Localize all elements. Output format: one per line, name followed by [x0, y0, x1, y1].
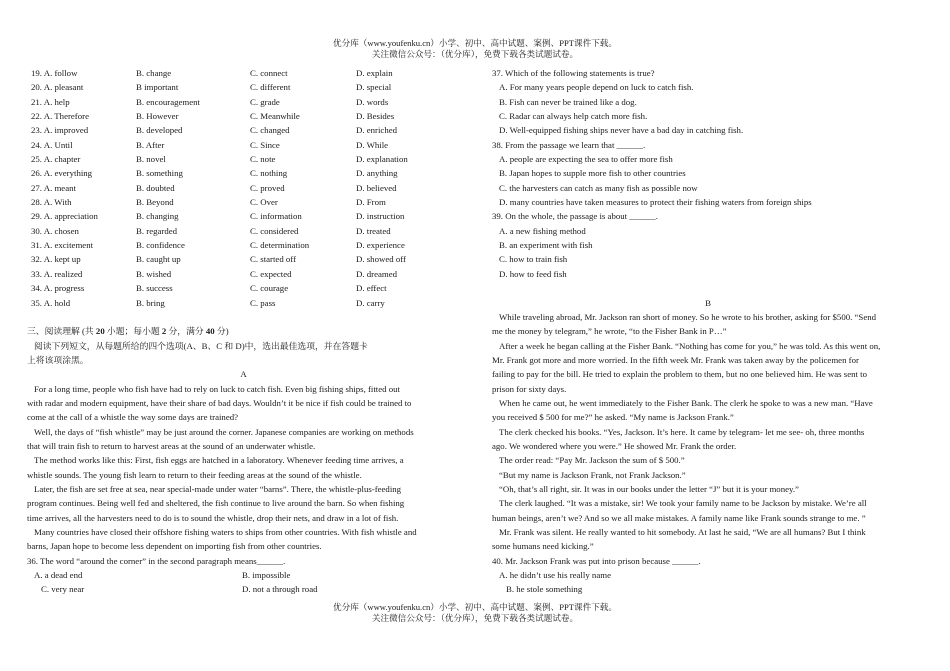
cloze-option: 23. A. improved — [31, 125, 89, 136]
passage-a-line: The method works like this: First, fish eggs are hatched in a laboratory. Whenever feeding time arrives, a — [34, 455, 404, 466]
passage-b-line: you received $ 500 for me?” he asked. “My name is Jackson Frank.” — [492, 412, 734, 423]
passage-a-line: time arrives, all the harvesters need to do is to sound the whistle, drop their nets, and draw in a lot of fish. — [27, 512, 399, 523]
passage-b-line: Mr. Frank was silent. He really wanted to hit somebody. At last he said, “We are all humans? But I think — [499, 527, 866, 537]
cloze-option: C. information — [250, 211, 302, 222]
cloze-option: C. considered — [250, 225, 299, 236]
question-37-option-a: A. For many years people depend on luck to catch fish. — [499, 82, 694, 93]
cloze-option: B. developed — [136, 125, 183, 136]
cloze-option: 30. A. chosen — [31, 225, 79, 236]
question-38-option-c: C. the harvesters can catch as many fish as possible now — [499, 182, 698, 193]
left-column — [27, 66, 460, 597]
cloze-option: D. Besides — [356, 111, 395, 122]
cloze-row — [27, 209, 460, 223]
cloze-option: C. note — [250, 154, 276, 165]
cloze-options-table — [27, 66, 460, 310]
cloze-option: D. treated — [356, 225, 391, 236]
passage-a-line: whistle sounds. The young fish learn to return to their feeding areas at the sound of the whistle. — [27, 469, 362, 480]
question-39-option-a: A. a new fishing method — [499, 225, 586, 236]
cloze-option: C. determination — [250, 240, 310, 251]
question-37-option-c: C. Radar can always help catch more fish. — [499, 111, 648, 122]
cloze-row — [27, 80, 460, 94]
question-38-option-d: D. many countries have taken measures to protect their fishing waters from foreign ships — [499, 197, 812, 208]
cloze-option: B. confidence — [136, 240, 185, 251]
cloze-option: C. grade — [250, 96, 280, 107]
cloze-row — [27, 95, 460, 109]
section-3-instruction-1: 阅读下列短文，从每题所给的四个选项(A、B、C 和 D)中，选出最佳选项，并在答题卡 — [34, 340, 368, 351]
cloze-row — [27, 281, 460, 295]
cloze-option: C. Over — [250, 197, 278, 208]
question-39: 39. On the whole, the passage is about ______. — [492, 211, 658, 222]
passage-b-line: prison for sixty days. — [492, 383, 567, 394]
cloze-option: C. courage — [250, 283, 289, 294]
cloze-option: D. carry — [356, 297, 385, 308]
cloze-option: D. anything — [356, 168, 398, 179]
passage-b-line: “Oh, that’s all right, sir. It was in our books under the letter “J” but it is your money.” — [499, 483, 799, 494]
cloze-row — [27, 152, 460, 166]
cloze-option: B. doubted — [136, 182, 175, 193]
passage-b-line: The clerk checked his books. “Yes, Jackson. It’s here. It came by telegram- let me see- oh, three months — [499, 426, 865, 437]
cloze-option: 31. A. excitement — [31, 240, 94, 251]
cloze-option: 25. A. chapter — [31, 154, 81, 165]
header-line-2: 关注微信公众号：（优分库），免费下载各类试题试卷。 — [371, 49, 579, 59]
passage-b-line: The order read: “Pay Mr. Jackson the sum of $ 500.” — [499, 455, 685, 466]
cloze-option: 35. A. hold — [31, 297, 71, 308]
cloze-option: D. dreamed — [356, 268, 398, 279]
passage-b-line: some humans need kicking.” — [492, 541, 594, 552]
question-38-option-b: B. Japan hopes to supple more fish to other countries — [499, 168, 686, 179]
question-37-option-b: B. Fish can never be trained like a dog. — [499, 96, 637, 107]
cloze-row — [27, 238, 460, 252]
option-d: D. not a through road — [242, 584, 318, 595]
cloze-row — [27, 181, 460, 195]
passage-a-line: Many countries have closed their offshore fishing waters to ships from other countries. With fish whistle and — [34, 527, 417, 537]
question-39-option-b: B. an experiment with fish — [499, 240, 593, 251]
passage-b-line: After a week he began calling at the Fisher Bank. “Nothing has come for you,” he was told. As this went on, — [499, 340, 881, 351]
cloze-option: B. success — [136, 283, 173, 294]
footer-line-2: 关注微信公众号：（优分库），免费下载各类试题试卷。 — [371, 613, 579, 623]
footer-line-1: 优分库（www.youfenku.cn）小学、初中、高中试题、案例、PPT课件下载。 — [333, 602, 617, 612]
cloze-option: B. changing — [136, 211, 179, 222]
passage-a-line: come at the call of a whistle the way some days are trained? — [27, 412, 239, 423]
cloze-option: C. expected — [250, 268, 292, 279]
cloze-row — [27, 195, 460, 209]
passage-a-line: barns, Japan hope to become less dependent on importing fish from other countries. — [27, 541, 322, 552]
cloze-option: C. changed — [250, 125, 290, 136]
cloze-option: 21. A. help — [31, 96, 70, 107]
question-36-options-row-2 — [27, 582, 460, 596]
option-c: C. very near — [41, 584, 85, 595]
question-40: 40. Mr. Jackson Frank was put into prison because ______. — [492, 555, 701, 566]
cloze-option: C. Since — [250, 139, 280, 150]
cloze-option: D. instruction — [356, 211, 405, 222]
cloze-option: C. Meanwhile — [250, 111, 300, 122]
cloze-option: D. words — [356, 96, 389, 107]
cloze-option: D. explanation — [356, 154, 408, 165]
question-37: 37. Which of the following statements is true? — [492, 68, 655, 78]
cloze-option: B. caught up — [136, 254, 181, 265]
passage-b-line: failing to pay for the bill. He tried to explain the problem to them, but no one believed him. He was sent to — [492, 369, 868, 380]
cloze-option: 28. A. With — [31, 197, 72, 208]
question-40-option-b: B. he stole something — [506, 584, 583, 595]
cloze-option: D. From — [356, 197, 386, 208]
cloze-row — [27, 224, 460, 238]
passage-a-text — [27, 382, 460, 554]
cloze-option: 32. A. kept up — [31, 254, 81, 265]
cloze-option: B. regarded — [136, 225, 178, 236]
cloze-option: B. novel — [136, 154, 166, 165]
passage-b-line: When he came out, he went immediately to the Fisher Bank. The clerk he spoke to was a new man. “Have — [499, 397, 873, 408]
cloze-option: 29. A. appreciation — [31, 211, 98, 222]
page-footer — [0, 602, 950, 624]
cloze-option: B. something — [136, 168, 183, 179]
cloze-option: C. different — [250, 82, 291, 93]
page-header — [0, 38, 950, 60]
cloze-option: C. proved — [250, 182, 285, 193]
section-3-instruction-2: 上将该项涂黑。 — [27, 354, 89, 365]
option-b: B. impossible — [242, 570, 291, 581]
section-3-title: 三、阅读理解 (共 20 小题；每小题 2 分，满分 40 分) — [27, 326, 229, 337]
right-column — [492, 66, 924, 597]
passage-a-line: with radar and modern equipment, have their share of bad days. Wouldn’t it be nice if fish could be trained to — [27, 397, 412, 408]
question-36-options-row-1 — [27, 568, 460, 582]
cloze-row — [27, 138, 460, 152]
cloze-row — [27, 267, 460, 281]
cloze-option: 20. A. pleasant — [31, 82, 84, 93]
cloze-option: C. nothing — [250, 168, 288, 179]
cloze-option: B. Beyond — [136, 197, 174, 208]
cloze-option: D. showed off — [356, 254, 406, 265]
cloze-option: B important — [136, 82, 179, 93]
passage-b-line: Mr. Frank got more and more worried. In the fifth week Mr. Frank was taken away by the policemen for — [492, 354, 859, 365]
cloze-row — [27, 123, 460, 137]
cloze-option: C. started off — [250, 254, 297, 265]
question-40-option-a: A. he didn’t use his really name — [499, 570, 611, 581]
cloze-option: D. While — [356, 139, 389, 150]
passage-b-line: “But my name is Jackson Frank, not Frank Jackson.” — [499, 469, 686, 480]
passage-a-label: A — [240, 369, 247, 380]
option-a: A. a dead end — [34, 570, 83, 581]
question-39-option-c: C. how to train fish — [499, 254, 568, 265]
cloze-option: D. believed — [356, 182, 397, 193]
passage-b-line: While traveling abroad, Mr. Jackson ran short of money. So he wrote to his brother, asking for $500. “Send — [499, 311, 877, 322]
header-line-1: 优分库（www.youfenku.cn）小学、初中、高中试题、案例、PPT课件下载。 — [333, 38, 617, 48]
cloze-option: C. connect — [250, 68, 288, 78]
cloze-option: 27. A. meant — [31, 182, 76, 193]
cloze-option: 26. A. everything — [31, 168, 93, 179]
question-38-option-a: A. people are expecting the sea to offer more fish — [499, 154, 673, 165]
cloze-row — [27, 109, 460, 123]
cloze-option: D. experience — [356, 240, 405, 251]
question-36: 36. The word “around the corner” in the second paragraph means______. — [27, 555, 286, 566]
question-38: 38. From the passage we learn that ______. — [492, 139, 646, 150]
cloze-option: C. pass — [250, 297, 276, 308]
passage-b-line: me the money by telegram,” he wrote, “to the Fisher Bank in P…” — [492, 326, 727, 337]
passage-a-line: For a long time, people who fish have had to rely on luck to catch fish. Even big fishing ships, fitted out — [34, 383, 400, 394]
cloze-option: D. effect — [356, 283, 387, 294]
passage-b-text — [492, 310, 924, 554]
question-39-option-d: D. how to feed fish — [499, 268, 567, 279]
passage-b-line: The clerk laughed. “It was a mistake, sir! We took your family name to be Jackson by mistake. We’re all — [499, 498, 867, 509]
passage-b-label: B — [705, 297, 711, 308]
cloze-option: B. change — [136, 68, 172, 78]
passage-b-line: ago. We wondered where you were.” He showed Mr. Frank the order. — [492, 440, 737, 451]
cloze-option: 22. A. Therefore — [31, 111, 89, 122]
passage-a-line: Well, the days of “fish whistle” may be just around the corner. Japanese companies are working on methods — [34, 426, 414, 437]
cloze-option: B. wished — [136, 268, 172, 279]
cloze-option: D. explain — [356, 68, 393, 78]
cloze-row — [27, 66, 460, 80]
passage-a-line: program continues. Being well fed and sheltered, the fish continue to live around the barn. So when fishing — [27, 498, 405, 509]
cloze-option: 34. A. progress — [31, 283, 85, 294]
cloze-option: B. encouragement — [136, 96, 200, 107]
passage-a-line: Later, the fish are set free at sea, near special-made under water “barns”. There, the whistle-plus-feeding — [34, 483, 402, 494]
cloze-row — [27, 296, 460, 310]
question-37-option-d: D. Well-equipped fishing ships never have a bad day in catching fish. — [499, 125, 744, 136]
cloze-option: 24. A. Until — [31, 139, 73, 150]
passage-a-line: that will train fish to return to harvest areas at the sound of an underwater whistle. — [27, 440, 316, 451]
cloze-option: B. However — [136, 111, 179, 122]
passage-b-line: human beings, aren’t we? And so we all make mistakes. A family name like Frank sounds strange to me. ” — [492, 512, 866, 523]
cloze-option: B. bring — [136, 297, 165, 308]
cloze-row — [27, 252, 460, 266]
cloze-option: 33. A. realized — [31, 268, 83, 279]
cloze-option: 19. A. follow — [31, 68, 78, 78]
cloze-option: B. After — [136, 139, 165, 150]
cloze-row — [27, 166, 460, 180]
cloze-option: D. enriched — [356, 125, 398, 136]
cloze-option: D. special — [356, 82, 392, 93]
